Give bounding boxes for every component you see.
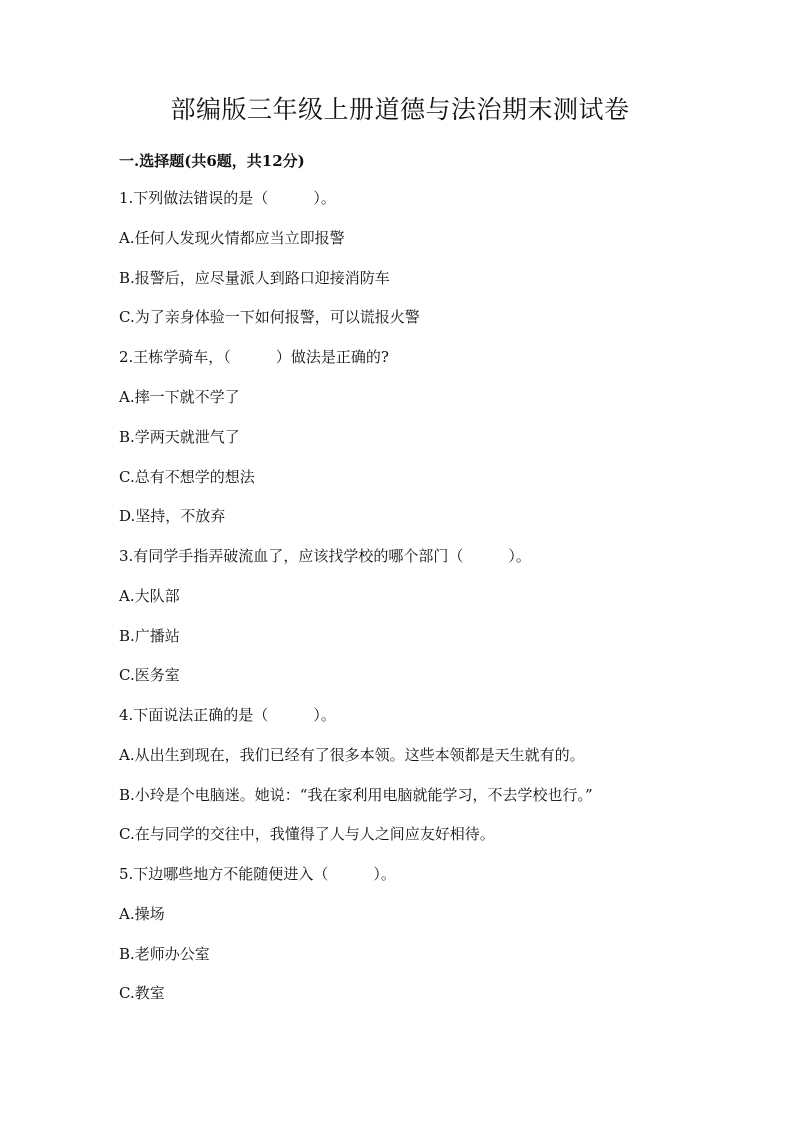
question-5-option-b: B.老师办公室: [119, 945, 210, 963]
question-5-option-a: A.操场: [119, 905, 165, 923]
question-2-option-a: A.摔一下就不学了: [119, 388, 240, 406]
question-4-option-b: B.小玲是个电脑迷。她说：“我在家利用电脑就能学习，不去学校也行。”: [119, 786, 593, 804]
question-3-option-c: C.医务室: [119, 666, 180, 684]
question-4-option-a: A.从出生到现在，我们已经有了很多本领。这些本领都是天生就有的。: [119, 746, 585, 764]
question-4-option-c: C.在与同学的交往中，我懂得了人与人之间应友好相待。: [119, 825, 495, 843]
question-4-stem: 4.下面说法正确的是（ ）。: [119, 706, 336, 724]
section-heading: 一.选择题(共6题，共12分): [119, 152, 305, 170]
question-1-stem: 1.下列做法错误的是（ ）。: [119, 189, 336, 207]
question-3-option-a: A.大队部: [119, 587, 180, 605]
question-1-option-c: C.为了亲身体验一下如何报警，可以谎报火警: [119, 308, 420, 326]
question-3-stem: 3.有同学手指弄破流血了，应该找学校的哪个部门（ ）。: [119, 547, 531, 565]
question-3-option-b: B.广播站: [119, 627, 180, 645]
question-1-option-b: B.报警后，应尽量派人到路口迎接消防车: [119, 269, 390, 287]
question-2-option-d: D.坚持，不放弃: [119, 507, 226, 525]
question-2-option-b: B.学两天就泄气了: [119, 428, 240, 446]
question-1-option-a: A.任何人发现火情都应当立即报警: [119, 229, 345, 247]
exam-title: 部编版三年级上册道德与法治期末测试卷: [170, 95, 630, 124]
question-5-stem: 5.下边哪些地方不能随便进入（ ）。: [119, 865, 396, 883]
question-5-option-c: C.教室: [119, 984, 165, 1002]
question-2-option-c: C.总有不想学的想法: [119, 468, 255, 486]
question-2-stem: 2.王栋学骑车，（ ）做法是正确的?: [119, 348, 389, 366]
